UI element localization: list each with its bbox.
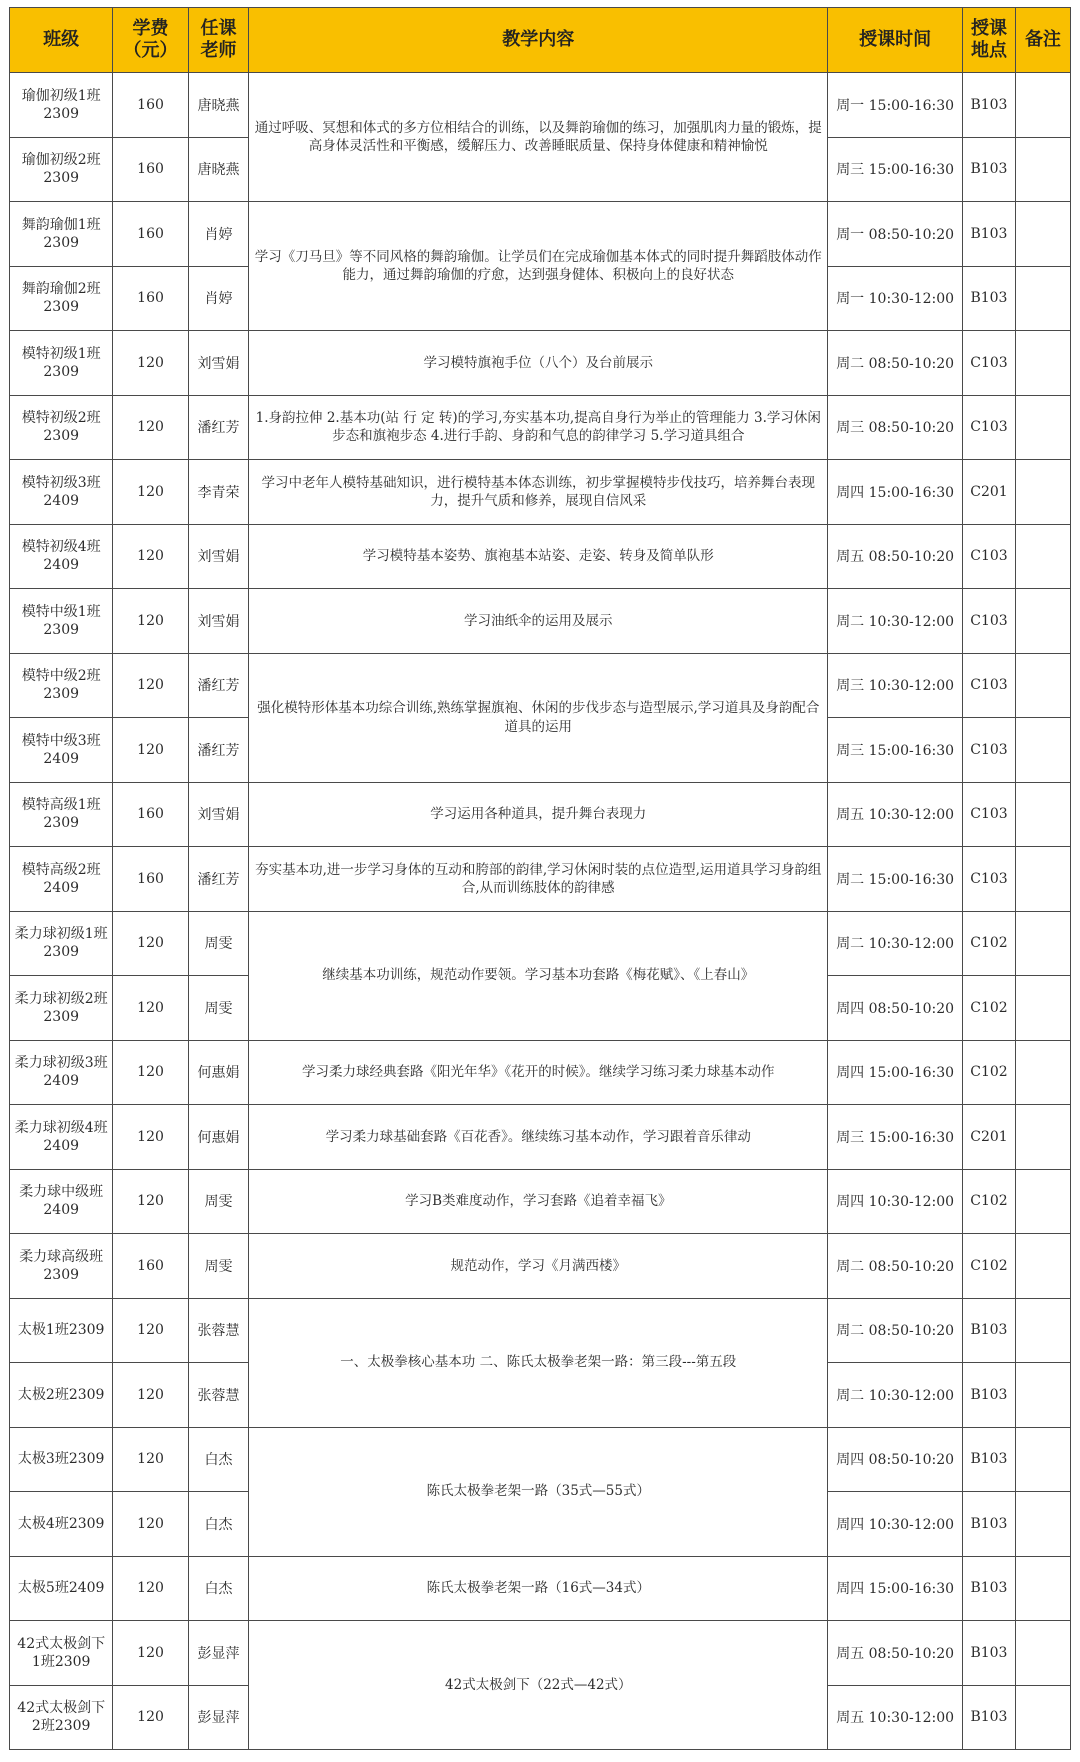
teacher-cell: 何惠娟	[188, 1105, 249, 1170]
remark-cell	[1015, 718, 1070, 783]
class-name-cell: 42式太极剑下1班2309	[10, 1621, 113, 1686]
class-time-cell: 周二 08:50-10:20	[828, 1234, 963, 1299]
class-name-cell: 舞韵瑜伽1班2309	[10, 202, 113, 267]
teacher-cell: 刘雪娟	[188, 331, 249, 396]
class-time-cell: 周二 08:50-10:20	[828, 331, 963, 396]
class-time-cell: 周三 15:00-16:30	[828, 718, 963, 783]
remark-cell	[1015, 1492, 1070, 1557]
class-name-cell: 柔力球初级4班2409	[10, 1105, 113, 1170]
class-time-cell: 周二 15:00-16:30	[828, 847, 963, 912]
course-schedule-table	[9, 7, 1071, 1750]
teacher-cell: 潘红芳	[188, 653, 249, 718]
table-row	[10, 1234, 1071, 1299]
teaching-content-cell: 学习运用各种道具，提升舞台表现力	[249, 782, 828, 847]
remark-cell	[1015, 1169, 1070, 1234]
table-row	[10, 1298, 1071, 1363]
teaching-content-cell: 学习模特基本姿势、旗袍基本站姿、走姿、转身及简单队形	[249, 524, 828, 589]
location-cell: B103	[963, 1363, 1016, 1428]
fee-cell: 120	[113, 1621, 188, 1686]
class-name-cell: 太极3班2309	[10, 1427, 113, 1492]
table-row	[10, 331, 1071, 396]
table-row	[10, 653, 1071, 718]
fee-cell: 120	[113, 460, 188, 525]
fee-cell: 160	[113, 266, 188, 331]
class-name-cell: 模特中级3班2409	[10, 718, 113, 783]
class-name-cell: 太极4班2309	[10, 1492, 113, 1557]
fee-cell: 160	[113, 137, 188, 202]
table-row	[10, 1621, 1071, 1686]
remark-cell	[1015, 1685, 1070, 1750]
remark-cell	[1015, 202, 1070, 267]
fee-cell: 120	[113, 1169, 188, 1234]
table-row	[10, 1169, 1071, 1234]
class-name-cell: 柔力球初级3班2409	[10, 1040, 113, 1105]
table-header-row	[10, 8, 1071, 73]
teacher-cell: 彭显萍	[188, 1685, 249, 1750]
teacher-cell: 白杰	[188, 1556, 249, 1621]
location-cell: B103	[963, 1556, 1016, 1621]
table-row	[10, 589, 1071, 654]
remark-cell	[1015, 73, 1070, 138]
class-time-cell: 周四 15:00-16:30	[828, 460, 963, 525]
fee-cell: 160	[113, 1234, 188, 1299]
location-cell: C201	[963, 1105, 1016, 1170]
location-cell: B103	[963, 1492, 1016, 1557]
teacher-cell: 潘红芳	[188, 847, 249, 912]
location-cell: C103	[963, 782, 1016, 847]
table-body	[10, 73, 1071, 1750]
teaching-content-cell: 学习中老年人模特基础知识，进行模特基本体态训练，初步掌握模特步伐技巧，培养舞台表现力，提升气质和修养，展现自信风采	[249, 460, 828, 525]
fee-cell: 120	[113, 524, 188, 589]
location-cell: C102	[963, 1040, 1016, 1105]
fee-cell: 160	[113, 782, 188, 847]
location-cell: C102	[963, 1169, 1016, 1234]
remark-cell	[1015, 1105, 1070, 1170]
class-name-cell: 模特初级4班2409	[10, 524, 113, 589]
header-time: 授课时间	[828, 8, 963, 73]
location-cell: B103	[963, 1621, 1016, 1686]
teaching-content-cell: 通过呼吸、冥想和体式的多方位相结合的训练，以及舞韵瑜伽的练习，加强肌肉力量的锻炼，提高身体灵活性和平衡感，缓解压力、改善睡眠质量、保持身体健康和精神愉悦	[249, 73, 828, 202]
class-name-cell: 瑜伽初级1班2309	[10, 73, 113, 138]
remark-cell	[1015, 1040, 1070, 1105]
remark-cell	[1015, 589, 1070, 654]
class-time-cell: 周四 15:00-16:30	[828, 1040, 963, 1105]
fee-cell: 120	[113, 1298, 188, 1363]
remark-cell	[1015, 1427, 1070, 1492]
remark-cell	[1015, 911, 1070, 976]
table-row	[10, 911, 1071, 976]
teaching-content-cell: 学习模特旗袍手位（八个）及台前展示	[249, 331, 828, 396]
remark-cell	[1015, 653, 1070, 718]
remark-cell	[1015, 1621, 1070, 1686]
table-row	[10, 395, 1071, 460]
header-teacher: 任课老师	[188, 8, 249, 73]
teaching-content-cell: 继续基本功训练，规范动作要领。学习基本功套路《梅花赋》、《上春山》	[249, 911, 828, 1040]
remark-cell	[1015, 1556, 1070, 1621]
location-cell: C103	[963, 847, 1016, 912]
class-time-cell: 周三 08:50-10:20	[828, 395, 963, 460]
class-time-cell: 周五 08:50-10:20	[828, 524, 963, 589]
class-time-cell: 周一 10:30-12:00	[828, 266, 963, 331]
teaching-content-cell: 学习《刀马旦》等不同风格的舞韵瑜伽。让学员们在完成瑜伽基本体式的同时提升舞蹈肢体动作能力，通过舞韵瑜伽的疗愈，达到强身健体、积极向上的良好状态	[249, 202, 828, 331]
fee-cell: 120	[113, 718, 188, 783]
table-row	[10, 847, 1071, 912]
remark-cell	[1015, 460, 1070, 525]
class-name-cell: 模特中级2班2309	[10, 653, 113, 718]
table-row	[10, 73, 1071, 138]
fee-cell: 120	[113, 395, 188, 460]
location-cell: B103	[963, 73, 1016, 138]
remark-cell	[1015, 137, 1070, 202]
table-row	[10, 1105, 1071, 1170]
header-class: 班级	[10, 8, 113, 73]
table-row	[10, 1040, 1071, 1105]
teacher-cell: 刘雪娟	[188, 782, 249, 847]
fee-cell: 120	[113, 589, 188, 654]
class-time-cell: 周三 15:00-16:30	[828, 1105, 963, 1170]
class-name-cell: 太极2班2309	[10, 1363, 113, 1428]
fee-cell: 120	[113, 653, 188, 718]
location-cell: C102	[963, 1234, 1016, 1299]
teacher-cell: 肖婷	[188, 266, 249, 331]
class-name-cell: 柔力球初级2班2309	[10, 976, 113, 1041]
class-time-cell: 周三 15:00-16:30	[828, 137, 963, 202]
class-time-cell: 周二 10:30-12:00	[828, 589, 963, 654]
location-cell: B103	[963, 1685, 1016, 1750]
remark-cell	[1015, 1234, 1070, 1299]
class-time-cell: 周四 10:30-12:00	[828, 1169, 963, 1234]
location-cell: B103	[963, 137, 1016, 202]
teaching-content-cell: 强化模特形体基本功综合训练,熟练掌握旗袍、休闲的步伐步态与造型展示,学习道具及身韵配合道具的运用	[249, 653, 828, 782]
class-name-cell: 柔力球初级1班2309	[10, 911, 113, 976]
class-name-cell: 太极5班2409	[10, 1556, 113, 1621]
class-name-cell: 模特初级3班2409	[10, 460, 113, 525]
table-row	[10, 782, 1071, 847]
header-location: 授课地点	[963, 8, 1016, 73]
table-row	[10, 1556, 1071, 1621]
class-name-cell: 42式太极剑下2班2309	[10, 1685, 113, 1750]
teaching-content-cell: 陈氏太极拳老架一路（35式—55式）	[249, 1427, 828, 1556]
remark-cell	[1015, 782, 1070, 847]
class-time-cell: 周二 08:50-10:20	[828, 1298, 963, 1363]
teaching-content-cell: 一、太极拳核心基本功 二、陈氏太极拳老架一路：第三段---第五段	[249, 1298, 828, 1427]
location-cell: B103	[963, 202, 1016, 267]
table-row	[10, 1427, 1071, 1492]
location-cell: C103	[963, 395, 1016, 460]
teacher-cell: 彭显萍	[188, 1621, 249, 1686]
class-time-cell: 周四 08:50-10:20	[828, 1427, 963, 1492]
fee-cell: 120	[113, 1363, 188, 1428]
location-cell: C103	[963, 653, 1016, 718]
location-cell: C102	[963, 911, 1016, 976]
teacher-cell: 何惠娟	[188, 1040, 249, 1105]
teacher-cell: 张蓉慧	[188, 1298, 249, 1363]
header-fee: 学费（元）	[113, 8, 188, 73]
location-cell: C103	[963, 524, 1016, 589]
class-time-cell: 周五 10:30-12:00	[828, 1685, 963, 1750]
class-time-cell: 周五 08:50-10:20	[828, 1621, 963, 1686]
fee-cell: 120	[113, 1556, 188, 1621]
teacher-cell: 唐晓燕	[188, 73, 249, 138]
teacher-cell: 周雯	[188, 1234, 249, 1299]
class-name-cell: 柔力球中级班2409	[10, 1169, 113, 1234]
location-cell: B103	[963, 266, 1016, 331]
teaching-content-cell: 学习B类难度动作，学习套路《追着幸福飞》	[249, 1169, 828, 1234]
teacher-cell: 周雯	[188, 1169, 249, 1234]
location-cell: C103	[963, 589, 1016, 654]
fee-cell: 120	[113, 1105, 188, 1170]
class-time-cell: 周四 15:00-16:30	[828, 1556, 963, 1621]
class-name-cell: 舞韵瑜伽2班2309	[10, 266, 113, 331]
class-time-cell: 周二 10:30-12:00	[828, 1363, 963, 1428]
teacher-cell: 刘雪娟	[188, 589, 249, 654]
fee-cell: 120	[113, 1685, 188, 1750]
class-name-cell: 模特初级2班2309	[10, 395, 113, 460]
location-cell: B103	[963, 1298, 1016, 1363]
remark-cell	[1015, 524, 1070, 589]
class-time-cell: 周一 15:00-16:30	[828, 73, 963, 138]
remark-cell	[1015, 395, 1070, 460]
class-name-cell: 瑜伽初级2班2309	[10, 137, 113, 202]
teaching-content-cell: 1.身韵拉伸 2.基本功(站 行 定 转)的学习,夯实基本功,提高自身行为举止的管理能力 3.学习休闲步态和旗袍步态 4.进行手韵、身韵和气息的韵律学习 5.学习道具组合	[249, 395, 828, 460]
fee-cell: 160	[113, 73, 188, 138]
header-remark: 备注	[1015, 8, 1070, 73]
class-name-cell: 模特高级1班2309	[10, 782, 113, 847]
teaching-content-cell: 学习油纸伞的运用及展示	[249, 589, 828, 654]
teacher-cell: 刘雪娟	[188, 524, 249, 589]
location-cell: C102	[963, 976, 1016, 1041]
fee-cell: 160	[113, 847, 188, 912]
table-row	[10, 460, 1071, 525]
teacher-cell: 白杰	[188, 1427, 249, 1492]
class-name-cell: 柔力球高级班2309	[10, 1234, 113, 1299]
teacher-cell: 肖婷	[188, 202, 249, 267]
location-cell: C103	[963, 718, 1016, 783]
header-content: 教学内容	[249, 8, 828, 73]
table-row	[10, 202, 1071, 267]
fee-cell: 120	[113, 1492, 188, 1557]
remark-cell	[1015, 331, 1070, 396]
fee-cell: 120	[113, 1040, 188, 1105]
class-time-cell: 周四 08:50-10:20	[828, 976, 963, 1041]
fee-cell: 120	[113, 976, 188, 1041]
teacher-cell: 白杰	[188, 1492, 249, 1557]
class-name-cell: 太极1班2309	[10, 1298, 113, 1363]
teaching-content-cell: 规范动作，学习《月满西楼》	[249, 1234, 828, 1299]
teacher-cell: 周雯	[188, 976, 249, 1041]
class-time-cell: 周一 08:50-10:20	[828, 202, 963, 267]
location-cell: C201	[963, 460, 1016, 525]
location-cell: B103	[963, 1427, 1016, 1492]
class-name-cell: 模特初级1班2309	[10, 331, 113, 396]
teaching-content-cell: 夯实基本功,进一步学习身体的互动和胯部的韵律,学习休闲时装的点位造型,运用道具学习身韵组合,从而训练肢体的韵律感	[249, 847, 828, 912]
remark-cell	[1015, 976, 1070, 1041]
teaching-content-cell: 陈氏太极拳老架一路（16式—34式）	[249, 1556, 828, 1621]
teaching-content-cell: 学习柔力球基础套路《百花香》。继续练习基本动作，学习跟着音乐律动	[249, 1105, 828, 1170]
teaching-content-cell: 42式太极剑下（22式—42式）	[249, 1621, 828, 1750]
remark-cell	[1015, 847, 1070, 912]
teacher-cell: 唐晓燕	[188, 137, 249, 202]
fee-cell: 120	[113, 1427, 188, 1492]
teacher-cell: 潘红芳	[188, 718, 249, 783]
fee-cell: 120	[113, 331, 188, 396]
class-time-cell: 周三 10:30-12:00	[828, 653, 963, 718]
class-time-cell: 周五 10:30-12:00	[828, 782, 963, 847]
class-name-cell: 模特中级1班2309	[10, 589, 113, 654]
table-row	[10, 524, 1071, 589]
location-cell: C103	[963, 331, 1016, 396]
teacher-cell: 周雯	[188, 911, 249, 976]
class-time-cell: 周二 10:30-12:00	[828, 911, 963, 976]
teacher-cell: 张蓉慧	[188, 1363, 249, 1428]
fee-cell: 160	[113, 202, 188, 267]
remark-cell	[1015, 266, 1070, 331]
remark-cell	[1015, 1298, 1070, 1363]
teaching-content-cell: 学习柔力球经典套路《阳光年华》《花开的时候》。继续学习练习柔力球基本动作	[249, 1040, 828, 1105]
class-name-cell: 模特高级2班2409	[10, 847, 113, 912]
remark-cell	[1015, 1363, 1070, 1428]
fee-cell: 120	[113, 911, 188, 976]
teacher-cell: 李青荣	[188, 460, 249, 525]
class-time-cell: 周四 10:30-12:00	[828, 1492, 963, 1557]
teacher-cell: 潘红芳	[188, 395, 249, 460]
